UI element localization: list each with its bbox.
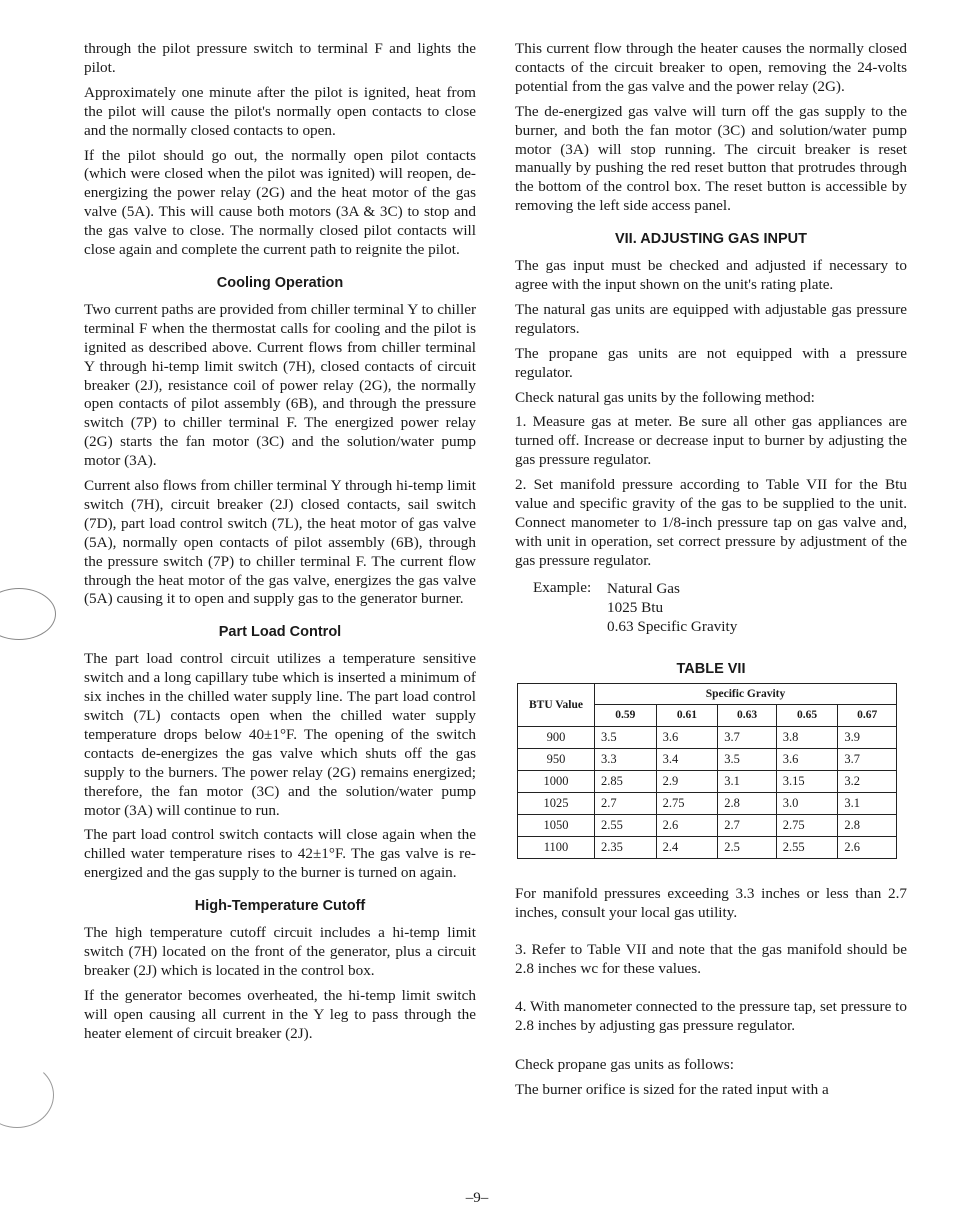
table-body [518,727,897,858]
example-label: Example: [533,578,592,596]
paragraph: Approximately one minute after the pilot is ignited, heat from the pilot will cause the pilot's normally open contacts to close and the normally closed contacts to open. [84,83,476,139]
example-line: 1025 Btu [607,598,664,616]
pressure-cell: 2.7 [718,815,777,837]
table-row [518,793,897,815]
pressure-cell: 2.75 [776,815,838,837]
paragraph: through the pilot pressure switch to terminal F and lights the pilot. [84,40,476,76]
pressure-cell: 2.55 [595,815,657,837]
pressure-cell: 2.75 [656,793,718,815]
right-column [515,40,907,1106]
pressure-cell: 2.8 [838,815,897,837]
pressure-cell: 3.5 [718,749,777,771]
pressure-cell: 3.4 [656,749,718,771]
paragraph: Current also flows from chiller terminal Y through hi-temp limit switch (7H), circuit breaker (2J) closed contacts, sail switch (7D), part load control switch (7L), the heat motor of gas valve (5A), normally open contacts of pilot assembly (6B), through the pressure switch (7P) to chiller terminal F. The current flow through the heat motor of the gas valve, energizes the gas valve (5A) causing it to open and supply gas to the generator burner. [84,477,476,608]
example-line: Natural Gas [607,579,680,597]
paragraph: The de-energized gas valve will turn off the gas supply to the burner, and both the fan motor (3C) and solution/water pump motor (3A) will stop running. The circuit breaker is reset manually by pushing the red reset button that protrudes through the bottom of the control box. The reset button is accessible by removing the left side access panel. [515,102,907,215]
pressure-cell: 3.6 [656,727,718,749]
pressure-cell: 3.7 [718,727,777,749]
pressure-cell: 3.8 [776,727,838,749]
page-number: –9– [465,1190,489,1206]
btu-cell: 1100 [518,836,595,858]
example-line: 0.63 Specific Gravity [607,617,738,635]
example-values [607,579,737,636]
binder-hole-mark [0,588,56,640]
pressure-cell: 3.5 [595,727,657,749]
table-title: TABLE VII [676,660,746,677]
pressure-cell: 3.6 [776,749,838,771]
gas-pressure-table [517,683,897,859]
table-row [518,749,897,771]
paragraph: The high temperature cutoff circuit includes a hi-temp limit switch (7H) located on the front of the generator, plus a circuit breaker (2J) which is located in the control box. [84,924,476,979]
section-heading-high-temp: High-Temperature Cutoff [194,898,366,915]
pressure-cell: 3.15 [776,771,838,793]
binder-hole-mark [0,1062,54,1128]
pressure-cell: 3.3 [595,749,657,771]
column-header: 0.59 [595,705,657,727]
specific-gravity-header: Specific Gravity [595,683,897,705]
example-block [533,579,907,636]
column-header: 0.65 [776,705,838,727]
pressure-cell: 2.6 [656,815,718,837]
section-heading-gas-input: VII. ADJUSTING GAS INPUT [614,231,807,248]
paragraph: 3. Refer to Table VII and note that the gas manifold should be 2.8 inches wc for these values. [515,940,907,977]
paragraph: Check natural gas units by the following method: [515,388,815,406]
paragraph: If the pilot should go out, the normally open pilot contacts (which were closed when the pilot was ignited) will reopen, de-energizing the power relay (2G) and the heat motor of the gas valve (5A). This will cause both motors (3A & 3C) to stop and the gas valve to close. The normally closed pilot contacts will close again and complete the current path to reignite the pilot. [84,146,476,259]
btu-header: BTU Value [518,683,595,727]
pressure-cell: 3.1 [718,771,777,793]
paragraph: 2. Set manifold pressure according to Table VII for the Btu value and specific gravity of the gas to be supplied to the unit. Connect manometer to 1/8-inch pressure tap on gas valve and, with unit in operation, set correct pressure by adjustment of the gas pressure regulator. [515,476,907,569]
paragraph: The gas input must be checked and adjusted if necessary to agree with the input shown on the unit's rating plate. [515,257,907,293]
pressure-cell: 3.2 [838,771,897,793]
paragraph: This current flow through the heater causes the normally closed contacts of the circuit breaker to open, removing the 24-volts potential from the gas valve and the power relay (2G). [515,40,907,95]
pressure-cell: 2.55 [776,836,838,858]
column-header: 0.67 [838,705,897,727]
pressure-cell: 3.1 [838,793,897,815]
pressure-cell: 3.0 [776,793,838,815]
paragraph: The propane gas units are not equipped with a pressure regulator. [515,344,907,381]
paragraph: For manifold pressures exceeding 3.3 inches or less than 2.7 inches, consult your local gas utility. [515,884,907,921]
paragraph: The natural gas units are equipped with adjustable gas pressure regulators. [515,300,907,337]
paragraph: The part load control switch contacts will close again when the chilled water temperature rises to 42±1°F. The gas valve is re-energized and the gas supply to the burner is turned on again. [84,826,476,882]
pressure-cell: 2.4 [656,836,718,858]
left-column [84,40,476,1050]
pressure-cell: 2.9 [656,771,718,793]
pressure-cell: 3.7 [838,749,897,771]
paragraph: Two current paths are provided from chiller terminal Y to chiller terminal F when the thermostat calls for cooling and the pilot is ignited as described above. Current flows from chiller terminal Y through hi-temp limit switch (7H), closed contacts of circuit breaker (2J), resistance coil of power relay (2G), the normally open contacts of pilot assembly (6B), and through the pressure switch (7P) to chiller terminal F. The energized power relay (2G) starts the fan motor (3C) and the solution/water pump motor (3A). [84,300,476,470]
pressure-cell: 2.6 [838,836,897,858]
btu-cell: 1050 [518,815,595,837]
table-row [518,727,897,749]
table-row [518,815,897,837]
paragraph: 1. Measure gas at meter. Be sure all other gas appliances are turned off. Increase or decrease input to burner by adjusting the gas pressure regulator. [515,413,907,469]
table-row [518,836,897,858]
pressure-cell: 2.35 [595,836,657,858]
section-heading-part-load: Part Load Control [218,624,342,641]
btu-cell: 950 [518,749,595,771]
column-header: 0.61 [656,705,718,727]
paragraph: The part load control circuit utilizes a temperature sensitive switch and a long capillary tube which is inserted a minimum of six inches in the chilled water supply line. The part load control switch (7L) contacts open when the chilled water supply temperature drops below 40±1°F. The opening of the switch contacts de-energizes the gas valve which shuts off the gas supply to the burners. The power relay (2G) remains energized; therefore, the fan motor (3C) and the solution/water pump motor (3A) will continue to run. [84,650,476,819]
table-row [518,771,897,793]
section-heading-cooling: Cooling Operation [216,274,344,291]
pressure-cell: 2.85 [595,771,657,793]
column-header: 0.63 [718,705,777,727]
paragraph: If the generator becomes overheated, the hi-temp limit switch will open causing all current in the Y leg to pass through the heater element of circuit breaker (2J). [84,986,476,1042]
btu-cell: 900 [518,727,595,749]
paragraph: The burner orifice is sized for the rated input with a [515,1081,829,1099]
btu-cell: 1025 [518,793,595,815]
pressure-cell: 2.5 [718,836,777,858]
btu-cell: 1000 [518,771,595,793]
pressure-cell: 2.8 [718,793,777,815]
paragraph: 4. With manometer connected to the pressure tap, set pressure to 2.8 inches by adjusting gas pressure regulator. [515,998,907,1035]
pressure-cell: 3.9 [838,727,897,749]
pressure-cell: 2.7 [595,793,657,815]
paragraph: Check propane gas units as follows: [515,1056,734,1074]
